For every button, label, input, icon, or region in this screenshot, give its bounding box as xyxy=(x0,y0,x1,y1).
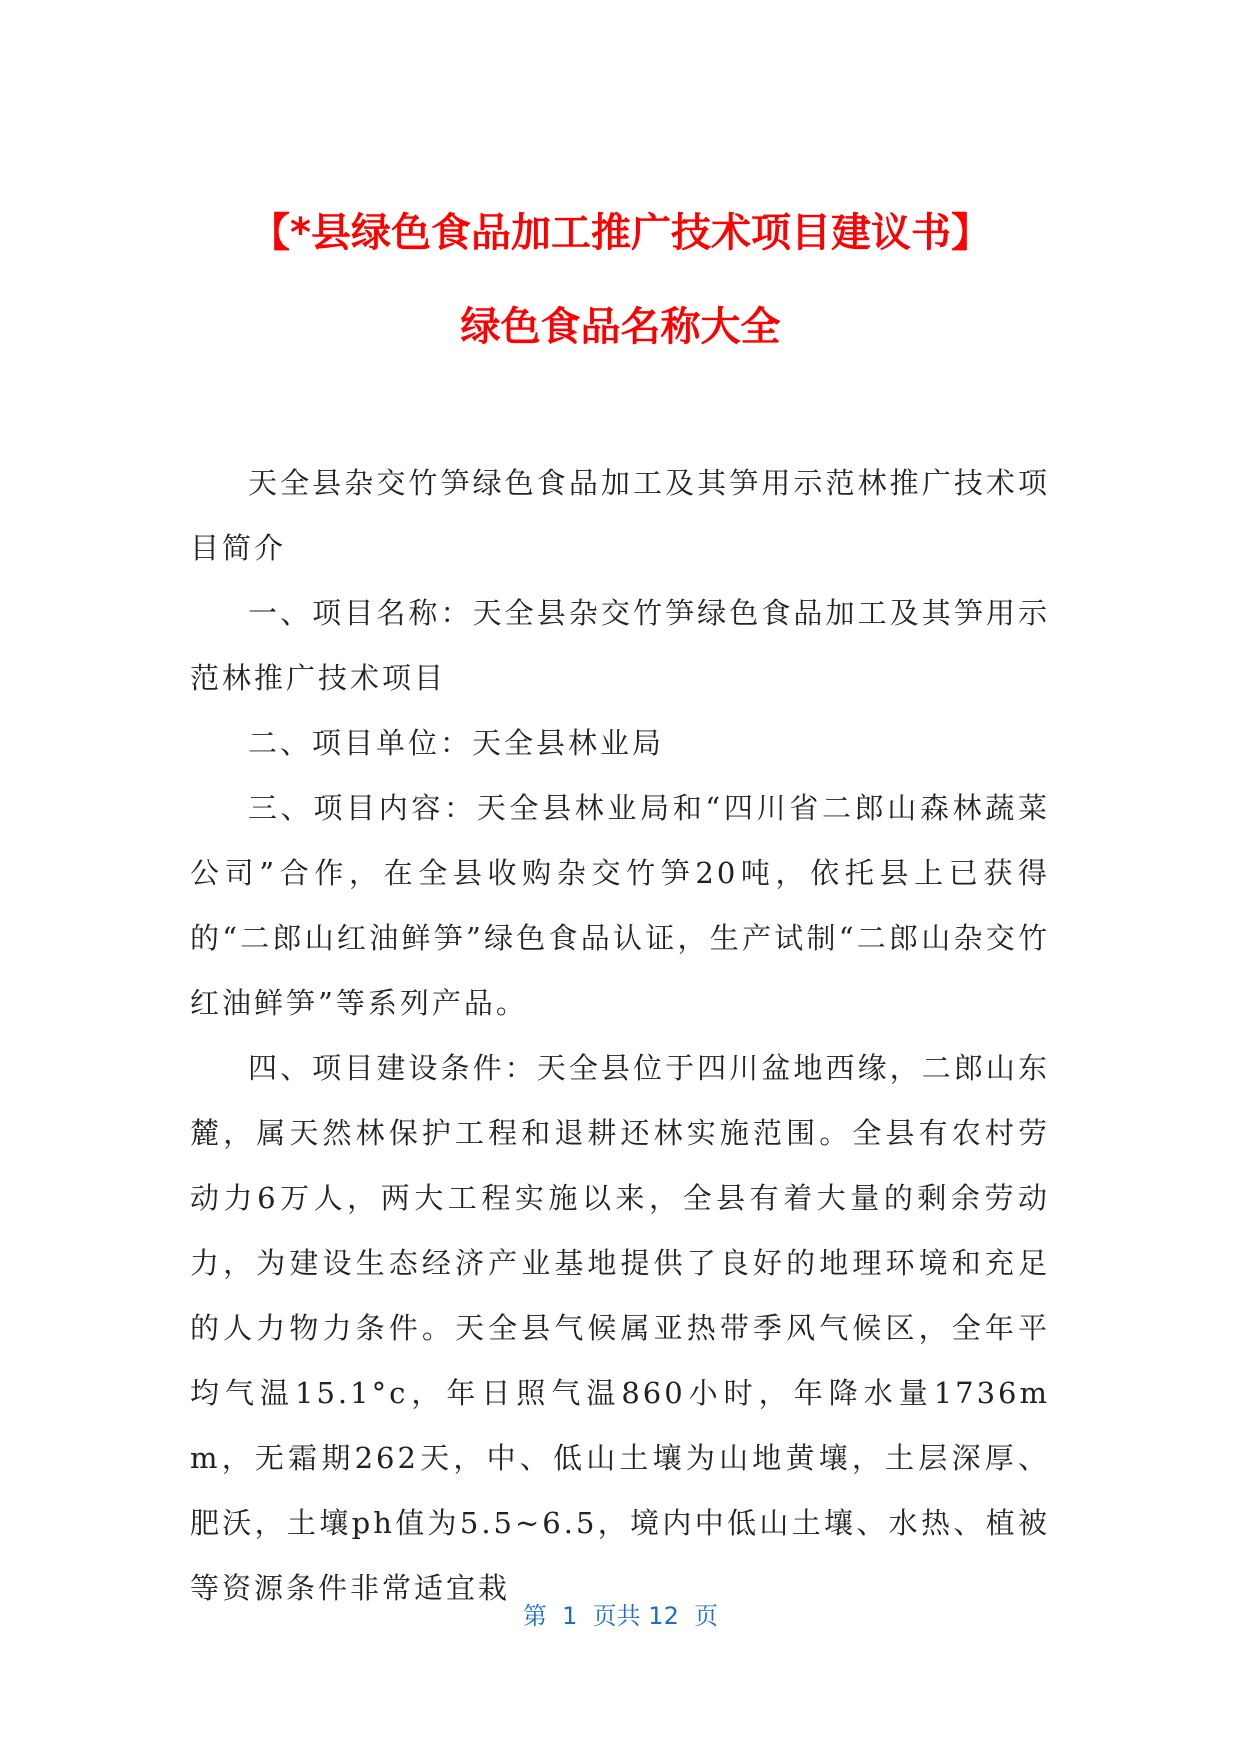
paragraph-project-content: 三、项目内容：天全县林业局和“四川省二郎山森林蔬菜公司”合作，在全县收购杂交竹笋20吨，依托县上已获得的“二郎山红油鲜笋”绿色食品认证，生产试制“二郎山杂交竹红油鲜笋”等系列产品。 xyxy=(190,791,1050,1020)
paragraph-project-name: 一、项目名称：天全县杂交竹笋绿色食品加工及其笋用示范林推广技术项目 xyxy=(190,596,1050,695)
paragraph-project-unit: 二、项目单位：天全县林业局 xyxy=(248,726,665,760)
page-number-footer: 第 1 页共 12 页 xyxy=(522,1602,719,1630)
document-body xyxy=(190,451,1050,1621)
paragraph-intro: 天全县杂交竹笋绿色食品加工及其笋用示范林推广技术项目简介 xyxy=(190,466,1050,565)
paragraph-project-conditions: 四、项目建设条件：天全县位于四川盆地西缘，二郎山东麓，属天然林保护工程和退耕还林实施范围。全县有农村劳动力6万人，两大工程实施以来，全县有着大量的剩余劳动力，为建设生态经济产业基地提供了良好的地理环境和充足的人力物力条件。天全县气候属亚热带季风气候区，全年平均气温15.1°c，年日照气温860小时，年降水量1736mm，无霜期262天，中、低山土壤为山地黄壤，土层深厚、肥沃，土壤ph值为5.5~6.5，境内中低山土壤、水热、植被等资源条件非常适宜栽 xyxy=(190,1051,1050,1605)
document-title: 【*县绿色食品加工推广技术项目建议书】 xyxy=(250,210,991,256)
document-subtitle: 绿色食品名称大全 xyxy=(460,304,781,350)
